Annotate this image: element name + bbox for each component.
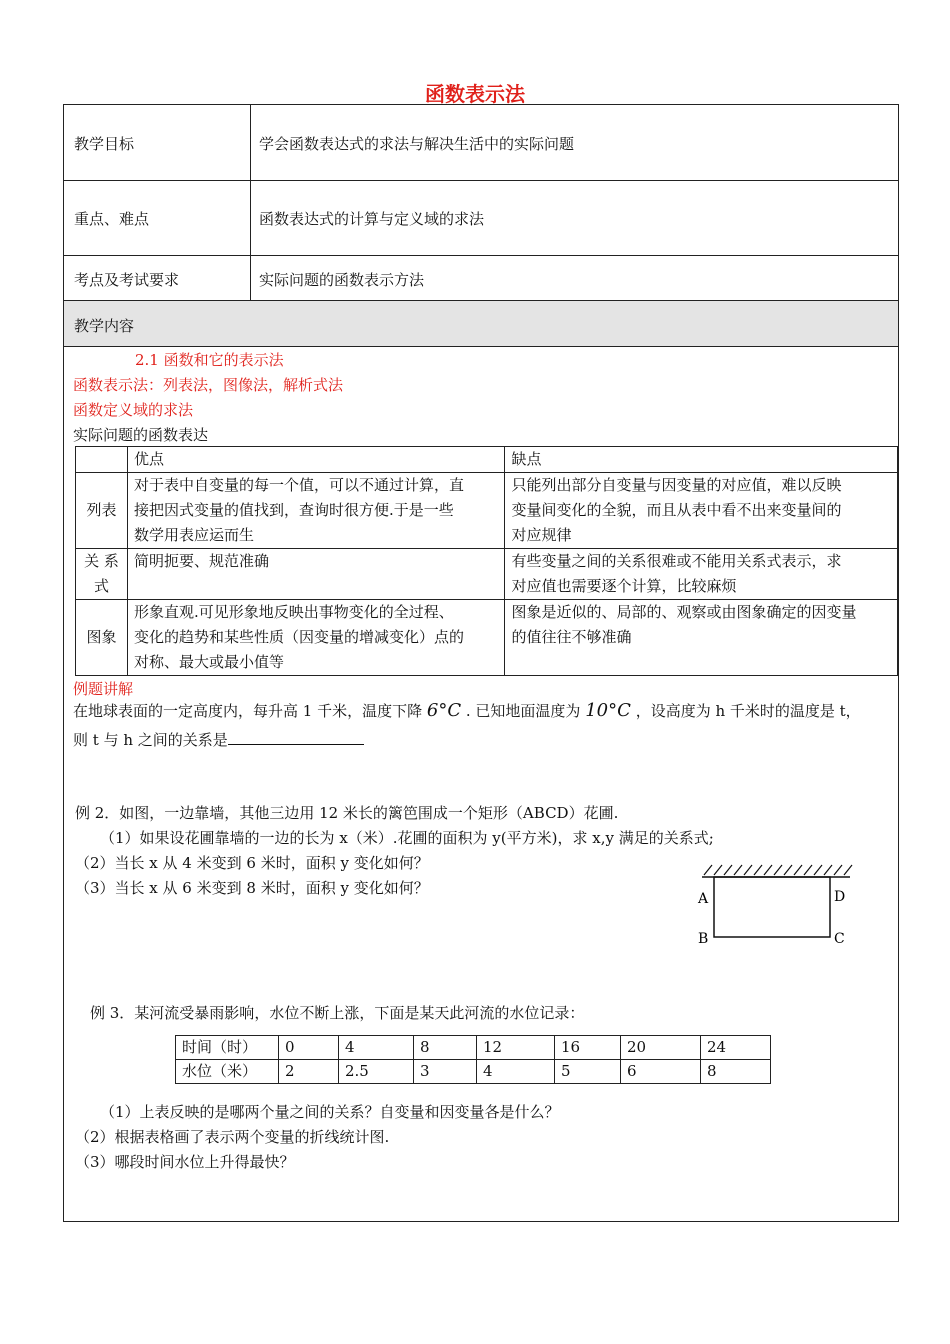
label-a: A [698,891,709,907]
table-row [76,447,898,473]
practical-line: 实际问题的函数表达 [73,426,209,444]
section-heading: 2.1 函数和它的表示法 [135,351,284,369]
table-row [176,1060,771,1084]
row-divider [64,346,898,347]
time-cell: 20 [621,1036,701,1060]
text-line: 对称、最大或最小值等 [133,653,284,671]
col-divider [250,105,251,300]
time-cell: 12 [477,1036,555,1060]
example2-q1: （1）如果设花圃靠墙的一边的长为 x（米）.花圃的面积为 y(平方米)，求 x,y 满足的关系式; [100,829,714,847]
example3-q3: （3）哪段时间水位上升得最快？ [75,1153,295,1171]
pros-cell [127,600,505,676]
text-line: 式 [93,577,109,595]
text-span: 在地球表面的一定高度内，每升高 1 千米，温度下降 [73,702,423,720]
example2-q3: （3）当长 x 从 6 米变到 8 米时，面积 y 变化如何？ [75,879,429,897]
text-span: ，设高度为 h 千米时的温度是 t， [635,702,861,720]
label-c: C [834,931,845,947]
comparison-table [75,446,898,676]
table-row [176,1036,771,1060]
time-cell: 16 [555,1036,621,1060]
example1-line2 [73,728,364,750]
level-cell: 2.5 [339,1060,414,1084]
text-line: 对于表中自变量的每一个值，可以不通过计算，直 [133,476,464,494]
level-label: 水位（米） [176,1060,279,1084]
text-span: 则 t 与 h 之间的关系是 [73,731,228,749]
text-line: 接把因式变量的值找到，查询时很方便.于是一些 [133,501,454,519]
label-d: D [834,889,846,905]
page-title: 函数表示法 [425,82,525,106]
row-label-graph: 图象 [76,600,128,676]
text-line: 关 系 [84,552,119,570]
text-span: . 已知地面温度为 [465,702,581,720]
label-b: B [698,931,709,947]
example2-intro: 例 2．如图，一边靠墙，其他三边用 12 米长的篱笆围成一个矩形（ABCD）花圃. [75,804,619,822]
level-cell: 2 [279,1060,339,1084]
example3-intro: 例 3．某河流受暴雨影响，水位不断上涨，下面是某天此河流的水位记录： [90,1004,585,1022]
example3-q1: （1）上表反映的是哪两个量之间的关系？自变量和因变量各是什么？ [100,1103,560,1121]
ground-temp: 10°C [585,700,631,721]
cons-cell [505,600,898,676]
text-line: 只能列出部分自变量与因变量的对应值，难以反映 [511,476,842,494]
text-line: 变量间变化的全貌，而且从表中看不出来变量间的 [511,501,842,519]
text-line: 简明扼要、规范准确 [133,552,269,570]
text-line: 图象是近似的、局部的、观察或由图象确定的因变量 [511,603,857,621]
time-cell: 24 [701,1036,771,1060]
level-cell: 3 [414,1060,477,1084]
text-line: 变化的趋势和某些性质（因变量的增减变化）点的 [133,628,464,646]
content-header-bg [64,300,898,346]
text-line: 数学用表应运而生 [133,526,254,544]
row-divider [64,180,898,181]
cons-cell [505,549,898,600]
example3-q2: （2）根据表格画了表示两个变量的折线统计图. [75,1128,390,1146]
example-heading: 例题讲解 [73,680,134,698]
temp-drop: 6°C [426,700,462,721]
pros-cell [127,473,505,549]
cons-cell [505,473,898,549]
info-label-exam: 考点及考试要求 [74,271,180,289]
text-line: 对应规律 [511,526,572,544]
table-row [76,600,898,676]
info-value-exam: 实际问题的函数表示方法 [259,271,425,289]
table-row [76,549,898,600]
example1-line1 [73,700,861,721]
row-divider [64,255,898,256]
methods-line: 函数表示法：列表法，图像法，解析式法 [73,376,344,394]
header-pros: 优点 [127,447,505,473]
info-label-focus: 重点、难点 [74,210,150,228]
level-cell: 6 [621,1060,701,1084]
answer-blank[interactable] [228,728,364,745]
time-cell: 8 [414,1036,477,1060]
time-cell: 4 [339,1036,414,1060]
text-line: 形象直观.可见形象地反映出事物变化的全过程、 [133,603,454,621]
domain-line: 函数定义域的求法 [73,401,194,419]
text-line: 有些变量之间的关系很难或不能用关系式表示，求 [511,552,842,570]
text-line: 对应值也需要逐个计算，比较麻烦 [511,577,737,595]
pros-cell [127,549,505,600]
garden-diagram [690,855,860,955]
row-label-formula [76,549,128,600]
level-cell: 8 [701,1060,771,1084]
example2-q2: （2）当长 x 从 4 米变到 6 米时，面积 y 变化如何？ [75,854,429,872]
water-level-table [175,1035,771,1084]
info-value-goal: 学会函数表达式的求法与解决生活中的实际问题 [259,135,575,153]
time-cell: 0 [279,1036,339,1060]
header-empty [76,447,128,473]
content-header: 教学内容 [74,317,135,335]
header-cons: 缺点 [505,447,898,473]
row-divider [64,300,898,301]
info-value-focus: 函数表达式的计算与定义域的求法 [259,210,485,228]
text-line: 的值往往不够准确 [511,628,632,646]
row-label-list: 列表 [76,473,128,549]
info-label-goal: 教学目标 [74,135,135,153]
level-cell: 4 [477,1060,555,1084]
time-label: 时间（时） [176,1036,279,1060]
table-row [76,473,898,549]
level-cell: 5 [555,1060,621,1084]
